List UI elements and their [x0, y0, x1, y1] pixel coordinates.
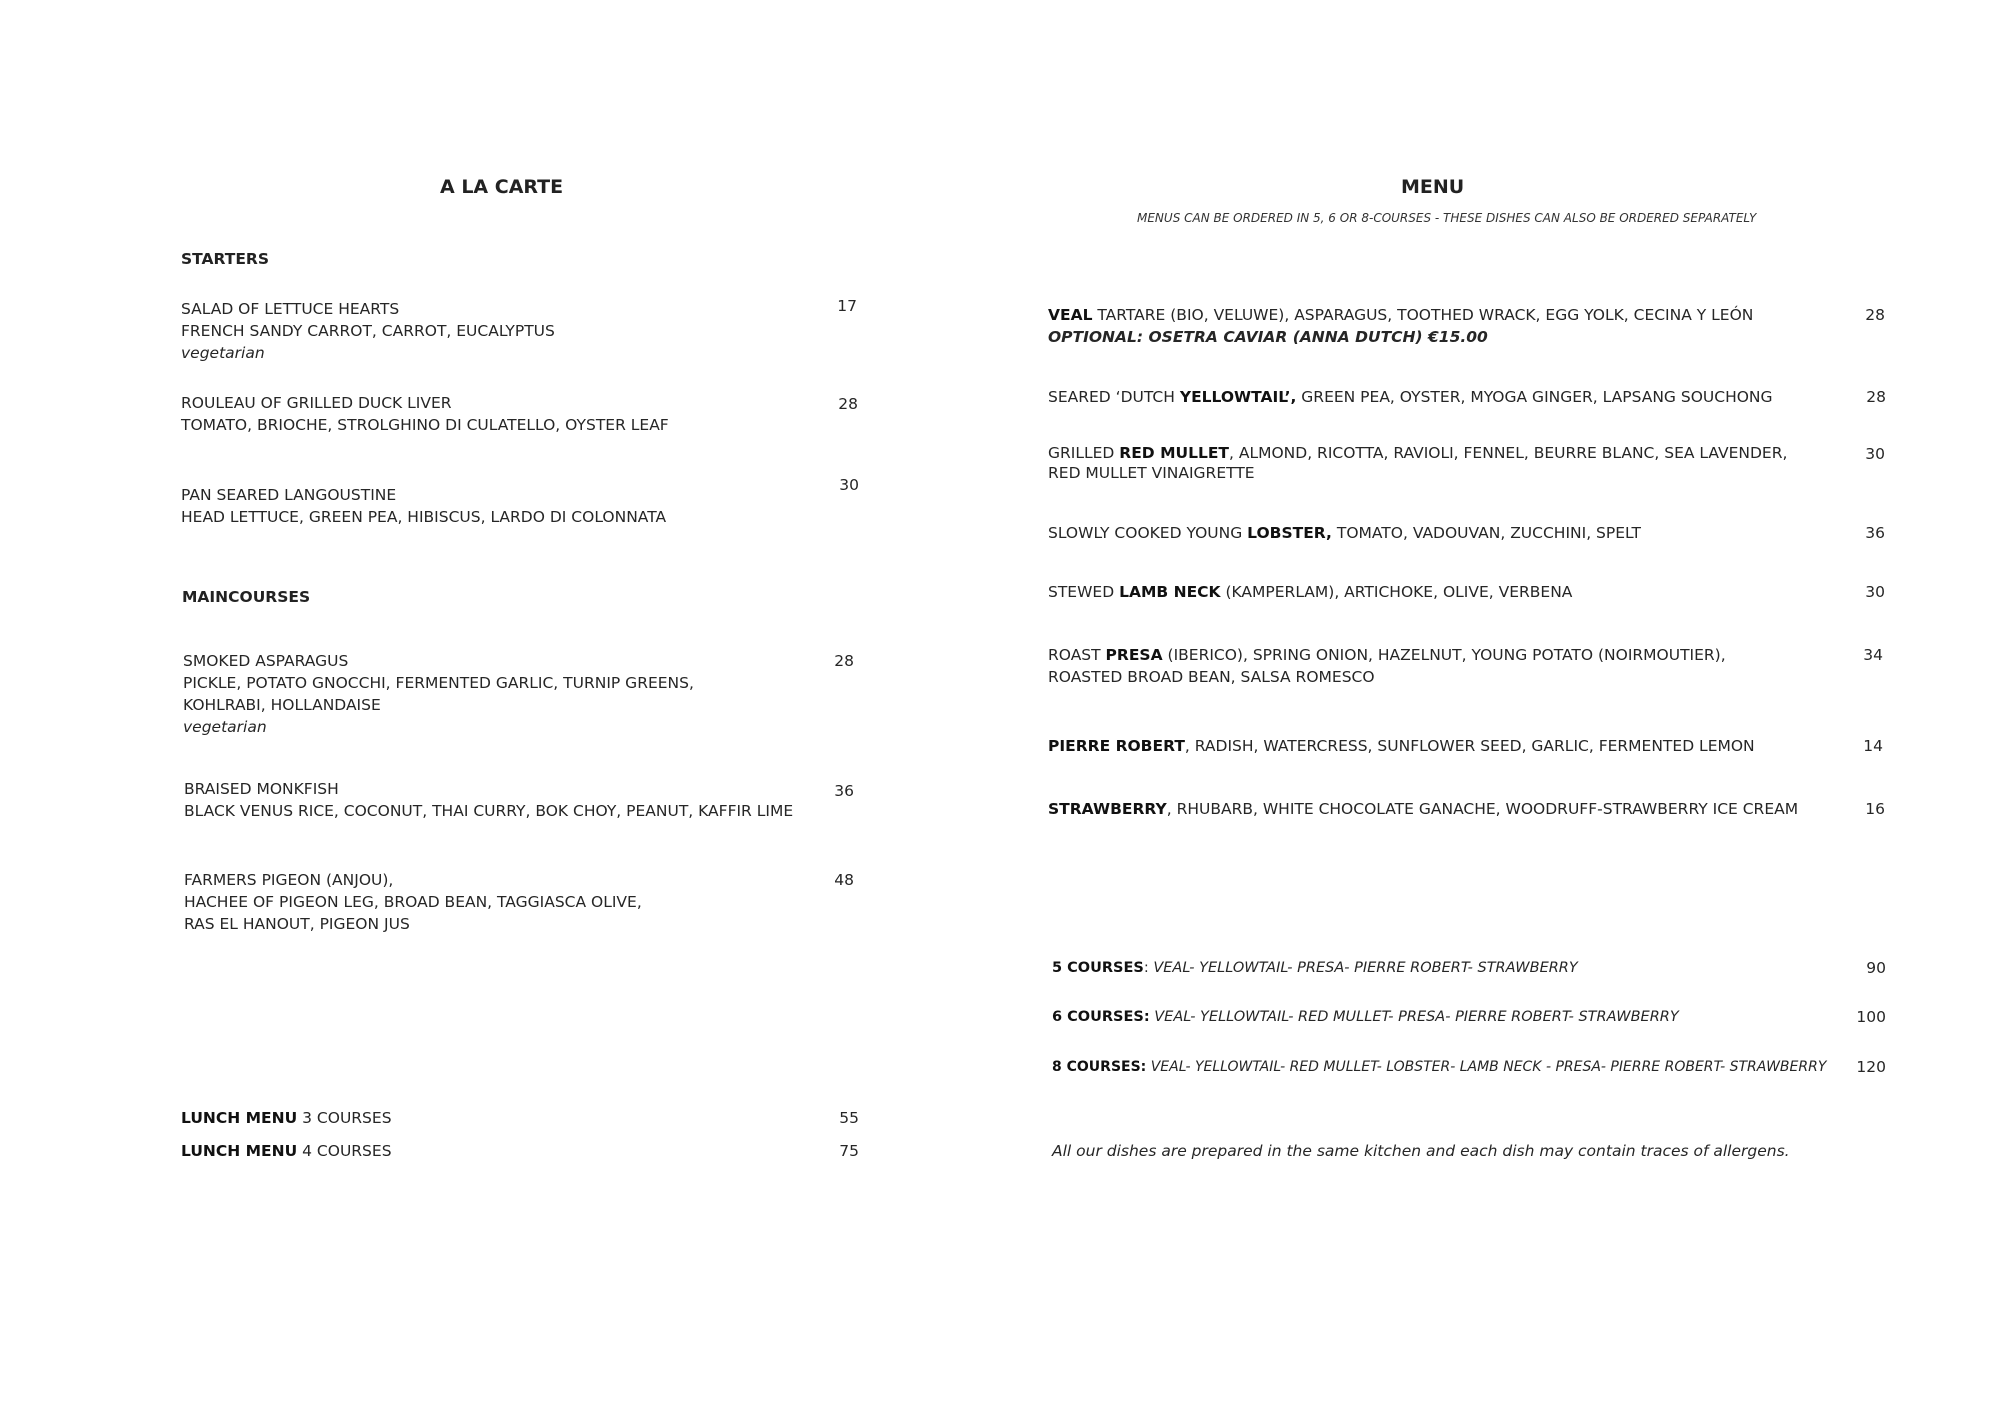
dish-description: KOHLRABI, HOLLANDAISE [183, 696, 381, 714]
menu-item-langoustine [181, 484, 666, 528]
menu-subtitle: MENUS CAN BE ORDERED IN 5, 6 OR 8-COURSES - THESE DISHES CAN ALSO BE ORDERED SEPARATELY [1137, 211, 1757, 225]
dish-key-ingredient: YELLOWTAIL’, [1179, 388, 1297, 406]
course-label: 5 COURSES [1052, 960, 1144, 976]
dish-description: BLACK VENUS RICE, COCONUT, THAI CURRY, BOK CHOY, PEANUT, KAFFIR LIME [184, 802, 794, 820]
course-dishes: VEAL- YELLOWTAIL- PRESA- PIERRE ROBERT- STRAWBERRY [1153, 960, 1578, 976]
dish-price: 30 [839, 476, 859, 494]
menu-item-duck-liver [181, 392, 669, 436]
course-menu-5: 5 COURSES: VEAL- YELLOWTAIL- PRESA- PIERRE ROBERT- STRAWBERRY [1052, 960, 1578, 976]
dish-price: 28 [1865, 306, 1885, 324]
dish-name: BRAISED MONKFISH [184, 780, 339, 798]
dish-price: 28 [834, 652, 854, 670]
dish-veal [1048, 304, 1753, 348]
lunch-courses: 3 COURSES [297, 1109, 392, 1127]
course-price: 90 [1866, 959, 1886, 977]
lunch-courses: 4 COURSES [297, 1142, 392, 1160]
course-dishes: VEAL- YELLOWTAIL- RED MULLET- PRESA- PIERRE ROBERT- STRAWBERRY [1154, 1009, 1679, 1025]
dish-description: (KAMPERLAM), ARTICHOKE, OLIVE, VERBENA [1220, 583, 1573, 601]
dish-key-ingredient: PRESA [1105, 646, 1163, 664]
dish-key-ingredient: PIERRE ROBERT [1048, 737, 1185, 755]
dish-description: RAS EL HANOUT, PIGEON JUS [184, 915, 410, 933]
dish-lamb-neck: STEWED LAMB NECK (KAMPERLAM), ARTICHOKE, OLIVE, VERBENA [1048, 583, 1573, 601]
lunch-label: LUNCH MENU [181, 1142, 298, 1160]
dish-description: TARTARE (BIO, VELUWE), ASPARAGUS, TOOTHED WRACK, EGG YOLK, CECINA Y LEÓN [1092, 306, 1754, 324]
dish-yellowtail: SEARED ‘DUTCH YELLOWTAIL’, GREEN PEA, OYSTER, MYOGA GINGER, LAPSANG SOUCHONG [1048, 388, 1773, 406]
dish-price: 30 [1865, 583, 1885, 601]
dish-description: FRENCH SANDY CARROT, CARROT, EUCALYPTUS [181, 322, 555, 340]
dish-description: GREEN PEA, OYSTER, MYOGA GINGER, LAPSANG SOUCHONG [1296, 388, 1773, 406]
dish-key-ingredient: RED MULLET [1119, 444, 1229, 462]
dish-price: 28 [1866, 388, 1886, 406]
course-price: 100 [1856, 1008, 1886, 1026]
course-menu-6 [1052, 1006, 1679, 1028]
dish-name: SMOKED ASPARAGUS [183, 652, 349, 670]
dish-lobster: SLOWLY COOKED YOUNG LOBSTER, TOMATO, VADOUVAN, ZUCCHINI, SPELT [1048, 524, 1641, 542]
menu-title: MENU [1401, 176, 1465, 198]
dish-price: 16 [1865, 800, 1885, 818]
dish-price: 28 [838, 395, 858, 413]
course-label: 8 COURSES: [1052, 1059, 1147, 1075]
course-dishes: VEAL- YELLOWTAIL- RED MULLET- LOBSTER- LAMB NECK - PRESA- PIERRE ROBERT- STRAWBERRY [1150, 1059, 1827, 1075]
dish-description: , RADISH, WATERCRESS, SUNFLOWER SEED, GARLIC, FERMENTED LEMON [1184, 737, 1755, 755]
dish-description: RED MULLET VINAIGRETTE [1048, 464, 1255, 482]
menu-item-salad [181, 298, 555, 364]
dish-price: 14 [1863, 737, 1883, 755]
dish-key-ingredient: VEAL [1048, 306, 1093, 324]
dish-name: FARMERS PIGEON (ANJOU), [184, 871, 394, 889]
dish-note: vegetarian [181, 344, 265, 362]
lunch-price: 75 [839, 1142, 859, 1160]
dish-description: (IBERICO), SPRING ONION, HAZELNUT, YOUNG POTATO (NOIRMOUTIER), [1162, 646, 1726, 664]
dish-key-ingredient: LOBSTER, [1247, 524, 1332, 542]
a-la-carte-title: A LA CARTE [440, 176, 564, 198]
dish-price: 34 [1863, 646, 1883, 664]
dish-key-ingredient: STRAWBERRY [1048, 800, 1167, 818]
menu-item-asparagus [183, 650, 694, 738]
dish-key-ingredient: LAMB NECK [1119, 583, 1221, 601]
dish-name: SALAD OF LETTUCE HEARTS [181, 300, 400, 318]
dish-presa: ROAST PRESA (IBERICO), SPRING ONION, HAZELNUT, YOUNG POTATO (NOIRMOUTIER), ROASTED BROAD BEAN, SALSA ROMESCO [1048, 646, 1726, 686]
dish-name: PAN SEARED LANGOUSTINE [181, 486, 397, 504]
lunch-menu-3 [181, 1107, 392, 1129]
course-menu-8 [1052, 1056, 1826, 1078]
dish-price: 36 [834, 782, 854, 800]
starters-heading: STARTERS [181, 250, 270, 268]
dish-description: TOMATO, VADOUVAN, ZUCCHINI, SPELT [1331, 524, 1641, 542]
dish-option: OPTIONAL: OSETRA CAVIAR (ANNA DUTCH) €15.00 [1048, 328, 1488, 346]
menu-item-pigeon [184, 869, 642, 935]
dish-price: 17 [837, 297, 857, 315]
dish-pierre-robert [1048, 735, 1755, 757]
course-price: 120 [1856, 1058, 1886, 1076]
dish-description: , ALMOND, RICOTTA, RAVIOLI, FENNEL, BEURRE BLANC, SEA LAVENDER, [1229, 444, 1788, 462]
lunch-label: LUNCH MENU [181, 1109, 298, 1127]
maincourses-heading: MAINCOURSES [182, 588, 311, 606]
course-label: 6 COURSES: [1052, 1009, 1150, 1025]
menu-item-monkfish [184, 778, 793, 822]
dish-description: PICKLE, POTATO GNOCCHI, FERMENTED GARLIC, TURNIP GREENS, [183, 674, 694, 692]
dish-note: vegetarian [183, 718, 267, 736]
dish-price: 36 [1865, 524, 1885, 542]
dish-description: TOMATO, BRIOCHE, STROLGHINO DI CULATELLO, OYSTER LEAF [181, 416, 669, 434]
dish-red-mullet: GRILLED RED MULLET, ALMOND, RICOTTA, RAVIOLI, FENNEL, BEURRE BLANC, SEA LAVENDER, RED MULLET VINAIGRETTE [1048, 444, 1788, 482]
dish-description: HACHEE OF PIGEON LEG, BROAD BEAN, TAGGIASCA OLIVE, [184, 893, 642, 911]
allergen-notice: All our dishes are prepared in the same kitchen and each dish may contain traces of allergens. [1052, 1142, 1790, 1160]
dish-price: 48 [834, 871, 854, 889]
dish-description: HEAD LETTUCE, GREEN PEA, HIBISCUS, LARDO DI COLONNATA [181, 508, 667, 526]
dish-price: 30 [1865, 445, 1885, 463]
dish-name: ROULEAU OF GRILLED DUCK LIVER [181, 394, 452, 412]
dish-description: , RHUBARB, WHITE CHOCOLATE GANACHE, WOODRUFF-STRAWBERRY ICE CREAM [1166, 800, 1799, 818]
lunch-price: 55 [839, 1109, 859, 1127]
dish-strawberry [1048, 798, 1798, 820]
dish-description: ROASTED BROAD BEAN, SALSA ROMESCO [1048, 668, 1375, 686]
lunch-menu-4 [181, 1140, 392, 1162]
